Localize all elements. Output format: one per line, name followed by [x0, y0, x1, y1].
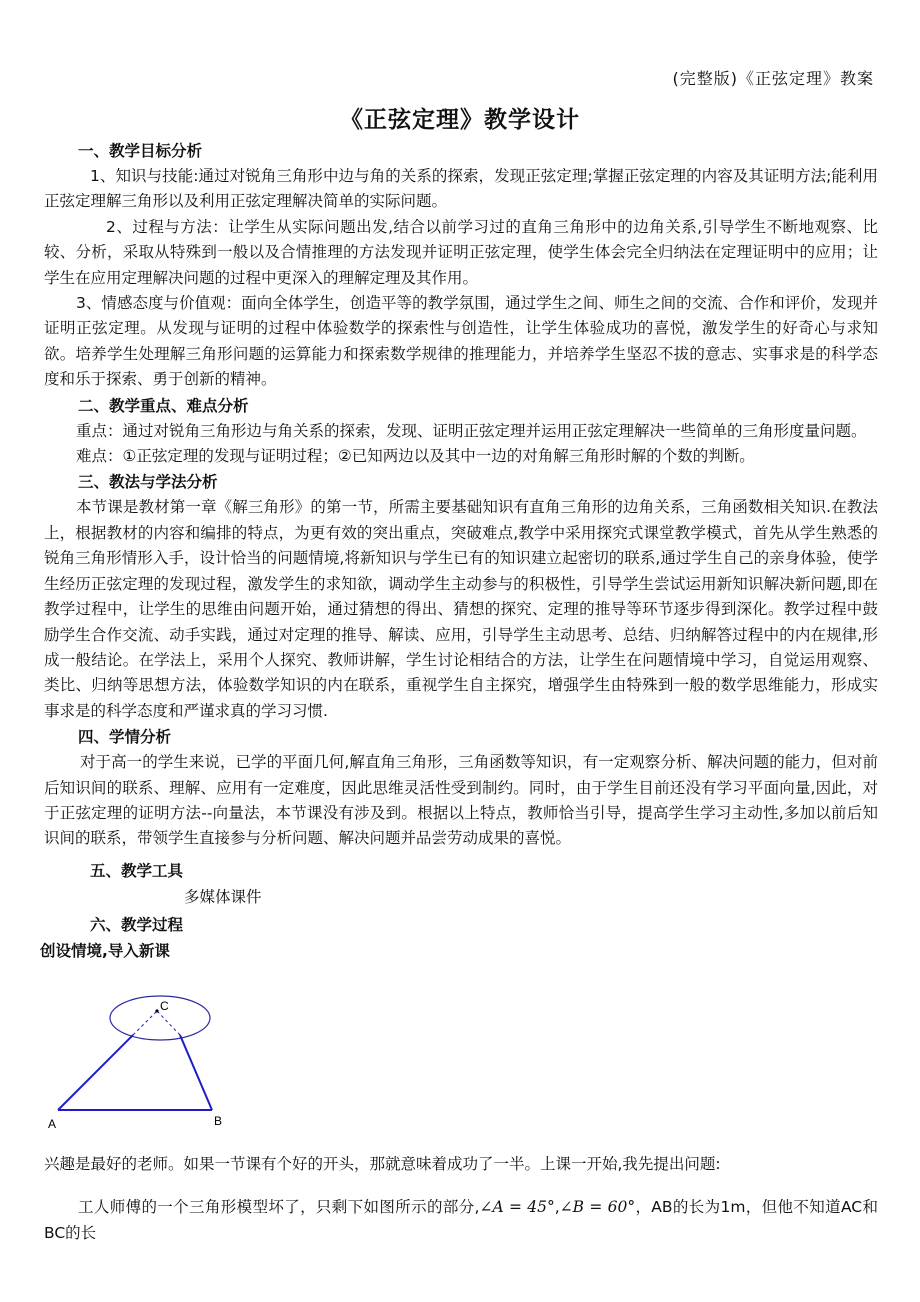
paragraph: 2、过程与方法：让学生从实际问题出发,结合以前学习过的直角三角形中的边角关系,引导学生不断地观察、比较、分析，采取从特殊到一般以及合情推理的方法发现并证明正弦定理，使学生体会完全归纳法在定理证明中的应用；让学生在应用定理解决问题的过程中更深入的理解定理及其作用。 [44, 217, 878, 287]
formula-separator: , [554, 1198, 560, 1216]
side-ac-remaining [58, 1035, 133, 1110]
side-bc-dashed [157, 1011, 180, 1035]
section-heading-tools: 五、教学工具 [90, 861, 184, 880]
paragraph: 对于高一的学生来说，已学的平面几何,解直角三角形，三角函数等知识，有一定观察分析、解决问题的能力，但对前后知识间的联系、理解、应用有一定难度，因此思维灵活性受到制约。同时，由于学生目前还没有学习平面向量,因此，对于正弦定理的证明方法--向量法，本节课没有涉及到。根据以上特点，教师恰当引导，提高学生学习主动性,多加以前后知识间的联系，带领学生直接参与分析问题、解决问题并品尝劳动成果的喜悦。 [44, 753, 878, 848]
problem-paragraph-container [44, 1194, 878, 1246]
angle-a-formula: ∠A = 45° [479, 1198, 555, 1216]
side-ac-dashed [133, 1011, 157, 1035]
problem-text-start: 工人师傅的一个三角形模型坏了，只剩下如图所示的部分, [78, 1198, 480, 1216]
section-heading-learners: 四、学情分析 [78, 728, 172, 747]
vertex-c-point [155, 1009, 158, 1012]
problem-text-end: ，AB的长为1m，但他不知道AC和BC的长 [44, 1198, 878, 1242]
problem-paragraph [44, 1194, 878, 1246]
document-body [40, 138, 878, 964]
section-heading-methods: 三、教法与学法分析 [78, 473, 218, 492]
vertex-label-b: B [214, 1114, 223, 1128]
tool-item: 多媒体课件 [184, 887, 262, 906]
angle-b-formula: ∠B = 60° [559, 1198, 636, 1216]
side-bc-remaining [180, 1035, 212, 1110]
paragraph: 兴趣是最好的老师。如果一节课有个好的开头，那就意味着成功了一半。上课一开始,我先提出问题: [44, 1155, 721, 1173]
section-heading-process: 六、教学过程 [90, 915, 184, 934]
paragraph: 1、知识与技能:通过对锐角三角形中边与角的关系的探索，发现正弦定理;掌握正弦定理的内容及其证明方法;能利用正弦定理解三角形以及利用正弦定理解决简单的实际问题。 [44, 167, 878, 211]
intro-paragraph-container [44, 1152, 878, 1177]
paragraph: 难点：①正弦定理的发现与证明过程；②已知两边以及其中一边的对角解三角形时解的个数的判断。 [76, 447, 755, 466]
paragraph: 本节课是教材第一章《解三角形》的第一节，所需主要基础知识有直角三角形的边角关系，三角函数相关知识.在教法上，根据教材的内容和编排的特点，为更有效的突出重点，突破难点,教学中采用探究式课堂教学模式，首先从学生熟悉的锐角三角形情形入手，设计恰当的问题情境,将新知识与学生已有的知识建立起密切的联系,通过学生自己的亲身体验，使学生经历正弦定理的发现过程，激发学生的求知欲，调动学生主动参与的积极性，引导学生尝试运用新知识解决新问题,即在教学过程中，让学生的思维由问题开始，通过猜想的得出、猜想的探究、定理的推导等环节逐步得到深化。教学过程中鼓励学生合作交流、动手实践，通过对定理的推导、解读、应用，引导学生主动思考、总结、归纳解答过程中的内在规律,形成一般结论。在学法上，采用个人探究、教师讲解，学生讨论相结合的方法，让学生在问题情境中学习，自觉运用观察、类比、归纳等思想方法，体验数学知识的内在联系，重视学生自主探究，增强学生由特殊到一般的数学思维能力，形成实事求是的科学态度和严谨求真的学习习惯. [44, 498, 878, 720]
header-note: (完整版)《正弦定理》教案 [672, 69, 874, 88]
paragraph: 3、情感态度与价值观：面向全体学生，创造平等的教学氛围，通过学生之间、师生之间的交流、合作和评价，发现并证明正弦定理。从发现与证明的过程中体验数学的探索性与创造性，让学生体验成功的喜悦，激发学生的好奇心与求知欲。培养学生处理解三角形问题的运算能力和探索数学规律的推理能力，并培养学生坚忍不拔的意志、实事求是的科学态度和乐于探索、勇于创新的精神。 [44, 294, 878, 389]
section-heading-objectives: 一、教学目标分析 [78, 142, 203, 160]
page-title: 《正弦定理》教学设计 [340, 107, 580, 133]
section-heading-key-points: 二、教学重点、难点分析 [78, 396, 249, 415]
subsection-heading: 创设情境,导入新课 [40, 941, 170, 960]
paragraph: 重点：通过对锐角三角形边与角关系的探索，发现、证明正弦定理并运用正弦定理解决一些简单的三角形度量问题。 [76, 421, 867, 440]
vertex-label-c: C [160, 999, 169, 1013]
vertex-label-a: A [48, 1117, 57, 1131]
broken-triangle-diagram [40, 993, 250, 1133]
